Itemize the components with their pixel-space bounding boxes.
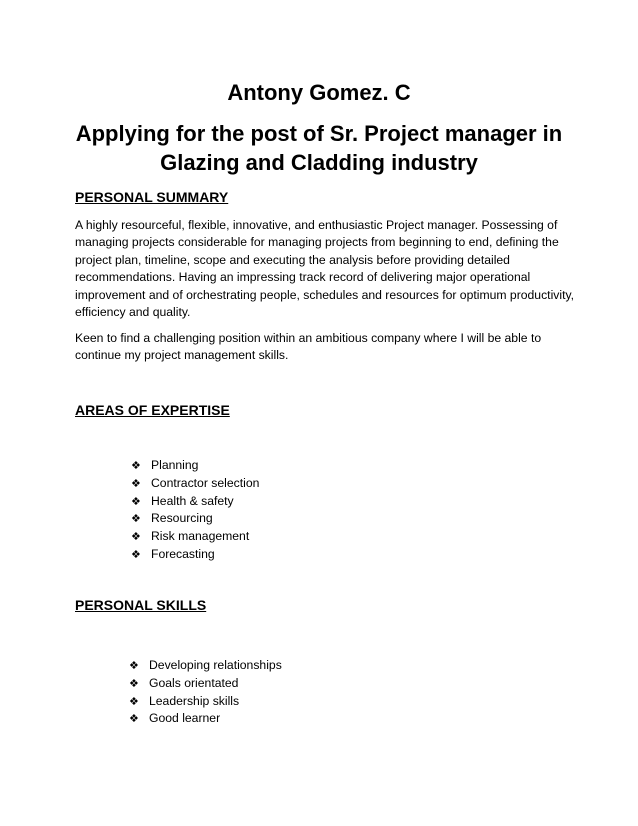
diamond-bullet-icon: ❖ xyxy=(129,659,139,672)
expertise-item-label: Forecasting xyxy=(151,546,215,561)
application-title: Applying for the post of Sr. Project manager in Glazing and Cladding industry xyxy=(75,121,563,175)
diamond-bullet-icon: ❖ xyxy=(131,547,141,561)
list-item xyxy=(131,546,259,564)
diamond-bullet-icon: ❖ xyxy=(131,530,141,544)
diamond-bullet-icon: ❖ xyxy=(131,459,141,472)
skill-item-label: Leadership skills xyxy=(149,693,240,708)
list-item xyxy=(131,475,259,493)
list-item xyxy=(131,528,259,546)
skills-list xyxy=(129,657,282,728)
expertise-item-label: Risk management xyxy=(151,529,250,544)
list-item xyxy=(131,510,259,528)
list-item xyxy=(129,657,282,675)
expertise-item-label: Contractor selection xyxy=(151,475,260,490)
diamond-bullet-icon: ❖ xyxy=(131,476,141,490)
list-item xyxy=(129,693,282,711)
expertise-item-label: Resourcing xyxy=(151,511,213,526)
objective-paragraph: Keen to find a challenging position within an ambitious company where I will be able to continue my project management skills. xyxy=(75,331,542,363)
expertise-list xyxy=(131,457,259,564)
skill-item-label: Goals orientated xyxy=(149,675,239,690)
diamond-bullet-icon: ❖ xyxy=(129,676,139,690)
list-item xyxy=(131,457,259,475)
list-item xyxy=(129,710,282,728)
personal-skills-heading: PERSONAL SKILLS xyxy=(75,597,207,613)
diamond-bullet-icon: ❖ xyxy=(131,494,141,508)
applicant-name: Antony Gomez. C xyxy=(227,80,411,105)
diamond-bullet-icon: ❖ xyxy=(131,512,141,526)
expertise-item-label: Planning xyxy=(151,458,199,472)
areas-of-expertise-heading: AREAS OF EXPERTISE xyxy=(75,402,230,418)
list-item xyxy=(129,675,282,693)
skill-item-label: Developing relationships xyxy=(149,658,282,672)
list-item xyxy=(131,493,259,511)
diamond-bullet-icon: ❖ xyxy=(129,712,139,726)
skill-item-label: Good learner xyxy=(149,711,221,726)
personal-summary-paragraph: A highly resourceful, flexible, innovative, and enthusiastic Project manager. Possessing of managing projects considerable for managing projects from beginning to end, defining the project plan, timeline, scope and executing the analysis before providing detailed recommendations. Having an impressing track record of delivering major operational improvement and of orchestrating people, schedules and resources for optimum productivity, efficiency and quality. xyxy=(75,218,575,320)
expertise-item-label: Health & safety xyxy=(151,493,234,508)
diamond-bullet-icon: ❖ xyxy=(129,694,139,708)
personal-summary-heading: PERSONAL SUMMARY xyxy=(75,189,229,205)
